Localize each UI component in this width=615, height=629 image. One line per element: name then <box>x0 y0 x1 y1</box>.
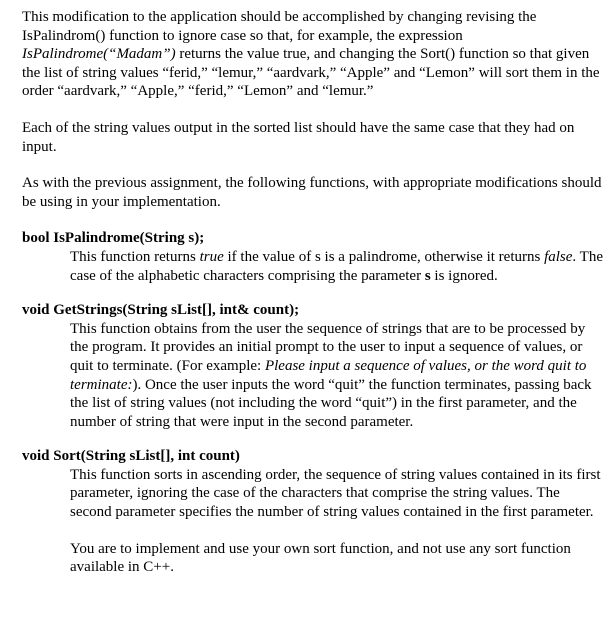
desc-text: if the value of s is a palindrome, otherwise it returns <box>223 248 545 265</box>
function-signature: void Sort(String sList[], int count) <box>22 448 240 465</box>
function-signature: bool IsPalindrome(String s); <box>22 230 205 247</box>
function-signature: void GetStrings(String sList[], int& count); <box>22 302 300 319</box>
intro-paragraph-2: Each of the string values output in the sorted list should have the same case that they had on input. <box>22 119 575 155</box>
function-getstrings <box>22 301 603 431</box>
desc-prompt-example: Please input a sequence of values, or the word quit to terminate: <box>70 357 587 393</box>
desc-text: is ignored. <box>430 267 498 284</box>
implementation-note: You are to implement and use your own sort function, and not use any sort function available in C++. <box>70 540 571 576</box>
desc-true: true <box>199 248 224 265</box>
desc-param-s: s <box>424 267 431 284</box>
desc-text: This function obtains from the user the sequence of strings that are to be processed by the program. It provides an initial prompt to the user to input a sequence of values, or quit to terminate. (For example: <box>70 320 586 374</box>
spacer <box>22 522 603 540</box>
function-sort <box>22 447 603 577</box>
palindrome-expression: IsPalindrome(“Madam”) <box>22 46 176 63</box>
function-ispalindrome <box>22 229 603 285</box>
intro-text-b: returns the value true, and changing the Sort() function so that given the list of string values “ferid,” “lemur,” “aardvark,” “Apple” and “Lemon” will sort them in the order “aardvark,” “Apple,” “ferid,” “Lemon” and “lemur.” <box>22 46 600 100</box>
desc-text: . The case of the alphabetic characters comprising the parameter <box>70 248 603 284</box>
intro-paragraph-3: As with the previous assignment, the following functions, with appropriate modifications should be using in your implementation. <box>22 175 602 210</box>
desc-false: false <box>544 248 573 265</box>
function-description: This function sorts in ascending order, the sequence of string values contained in its first parameter, ignoring the case of the characters that comprise the string values. The second parameter specifies the number of string values contained in the first parameter. <box>70 466 601 521</box>
function-description <box>22 320 603 432</box>
function-description <box>22 248 603 285</box>
desc-text: This function returns <box>70 248 200 265</box>
intro-text-a: This modification to the application should be accomplished by changing revising the IsPalindrom() function to ignore case so that, for example, the expression <box>22 9 537 44</box>
desc-text: ). Once the user inputs the word “quit” the function terminates, passing back the list of string values (not including the word “quit”) in the first parameter, and the number of string that were input in the second parameter. <box>70 376 592 430</box>
intro-paragraph-1 <box>22 8 603 101</box>
